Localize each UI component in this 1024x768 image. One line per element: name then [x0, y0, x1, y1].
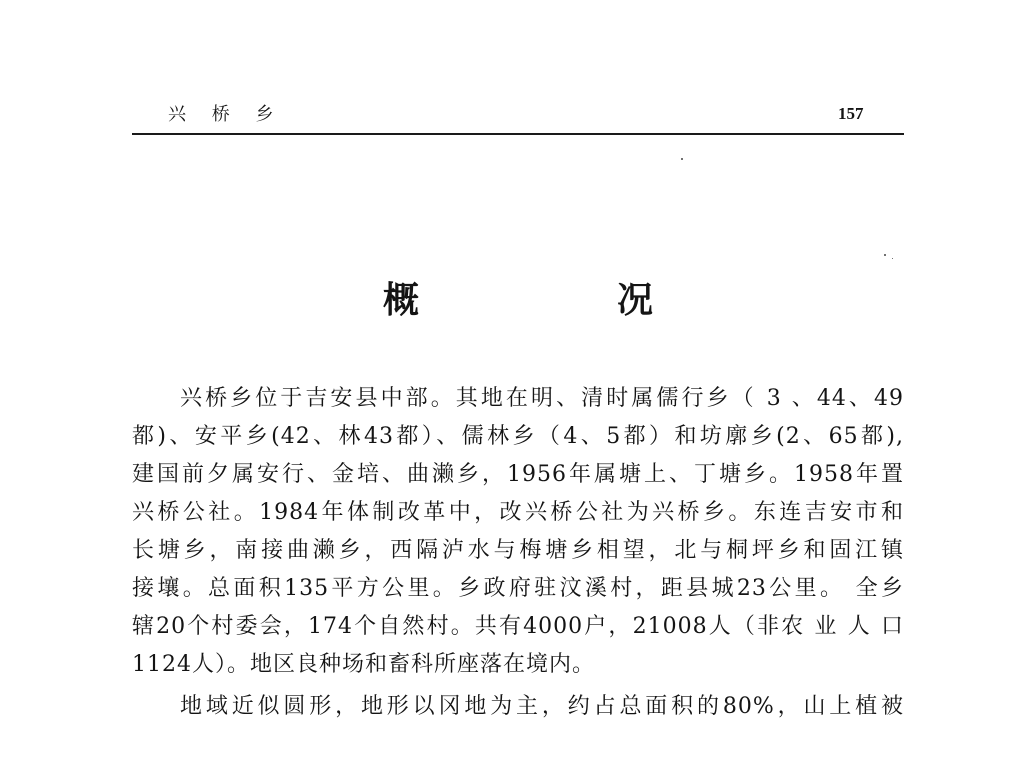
header-rule: [132, 133, 904, 135]
body-line: 接壤。总面积135平方公里。乡政府驻汶溪村，距县城23公里。 全乡: [132, 576, 904, 601]
section-title-char-2: 况: [617, 279, 654, 321]
body-line: 都)、安平乡(42、林43都）、儒林乡（4、5都）和坊廓乡(2、65都),: [132, 424, 904, 449]
body-line-partial: 地域近似圆形，地形以冈地为主，约占总面积的80%，山上植被: [180, 694, 904, 719]
body-line: 建国前夕属安行、金培、曲濑乡，1956年属塘上、丁塘乡。1958年置: [132, 462, 904, 487]
print-speck: [681, 158, 683, 160]
page-number: 157: [838, 104, 864, 123]
body-line: 长塘乡，南接曲濑乡，西隔泸水与梅塘乡相望，北与桐坪乡和固江镇: [132, 538, 904, 563]
body-line: 1124人）。地区良种场和畜科所座落在境内。: [132, 652, 595, 677]
body-line: 兴桥公社。1984年体制改革中，改兴桥公社为兴桥乡。东连吉安市和: [132, 500, 904, 525]
body-line: 辖20个村委会，174个自然村。共有4000户，21008人（非农 业 人 口: [132, 614, 904, 639]
body-line: 兴桥乡位于吉安县中部。其地在明、清时属儒行乡（ 3 、44、49: [180, 386, 904, 411]
print-speck: [884, 254, 886, 256]
print-speck: [892, 258, 893, 259]
section-title-char-1: 概: [383, 279, 420, 321]
body-paragraph: [132, 380, 904, 726]
running-head: 兴 桥 乡: [168, 104, 284, 125]
